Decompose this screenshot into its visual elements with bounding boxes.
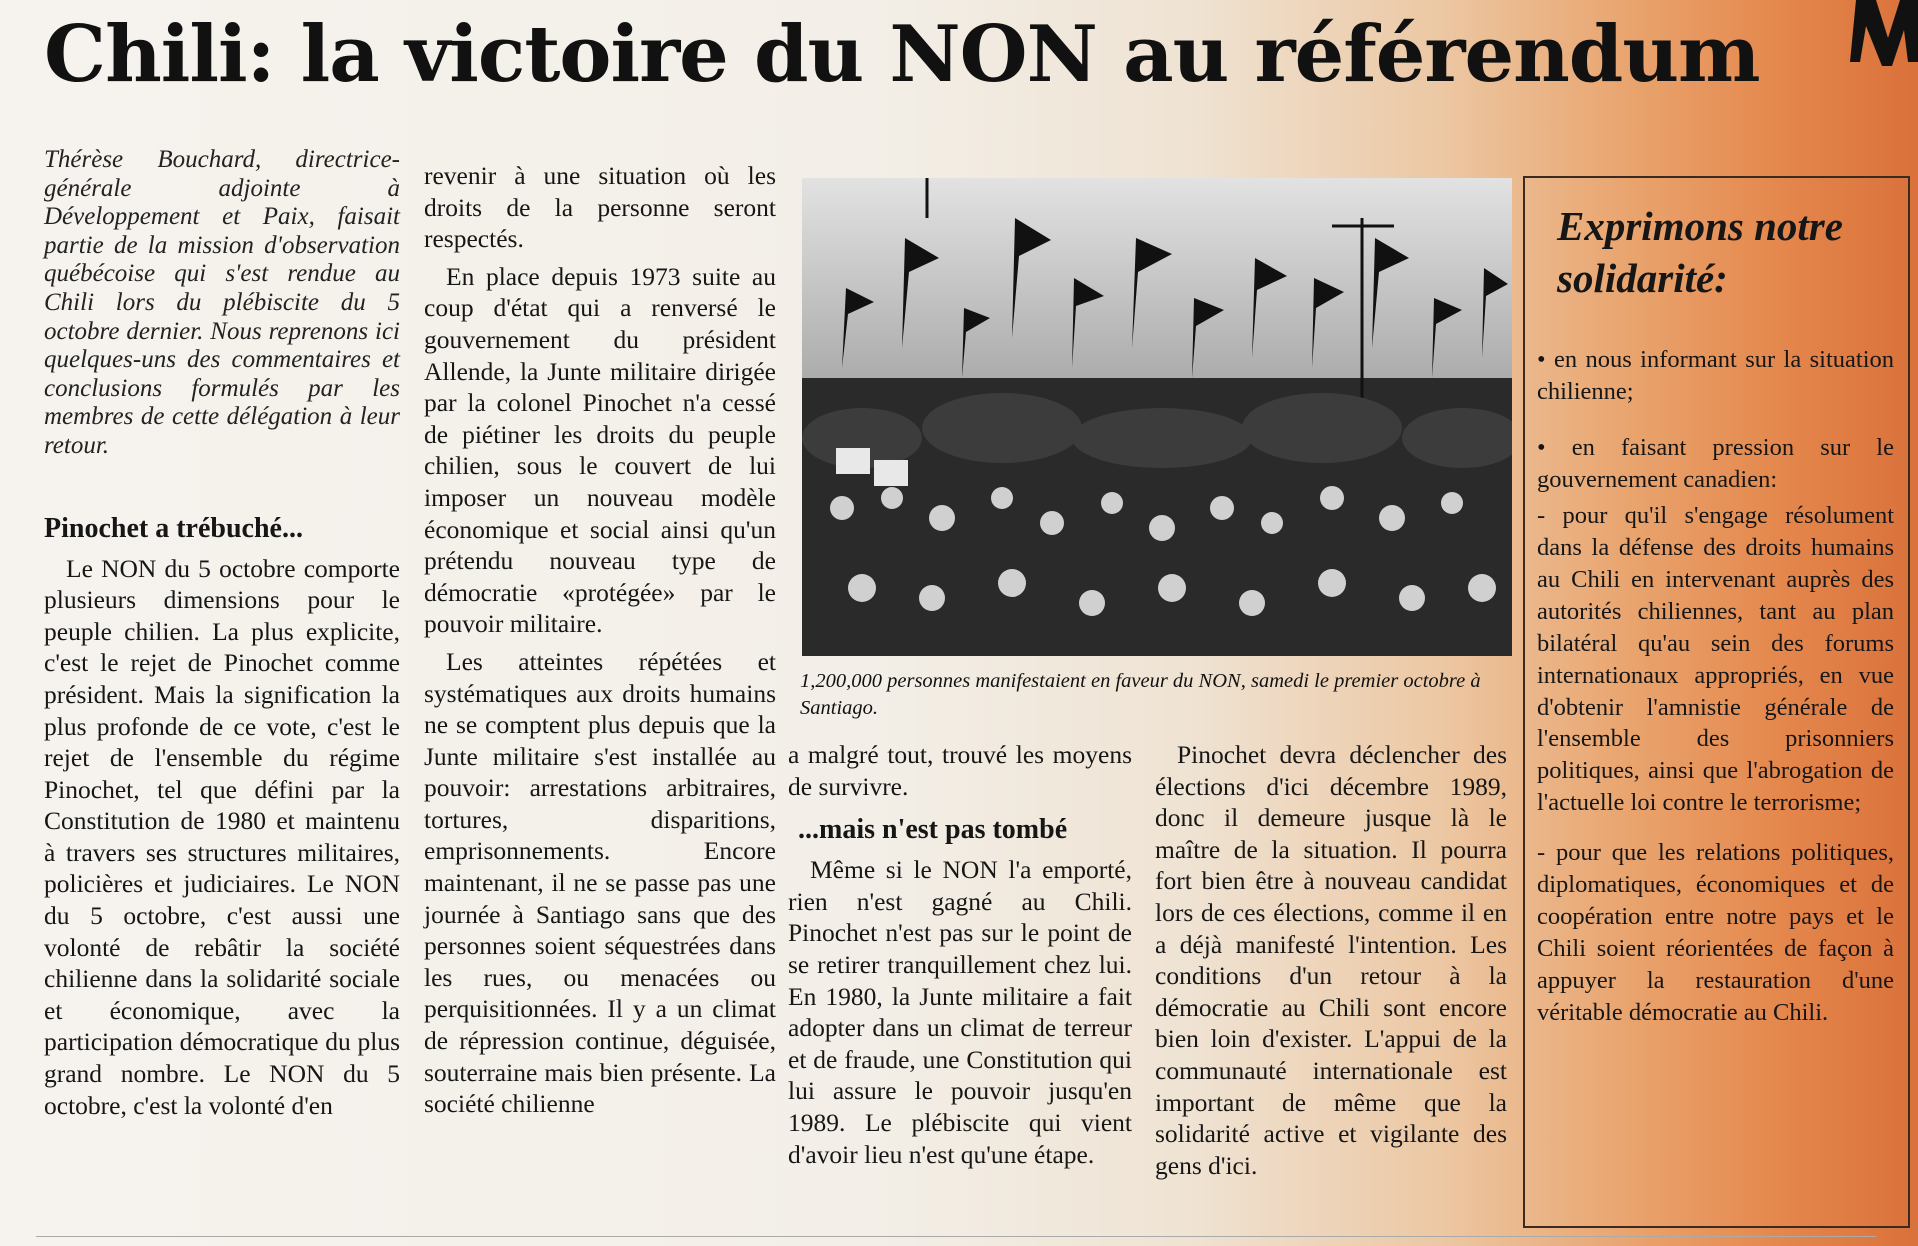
corner-logo-mark bbox=[1838, 0, 1918, 70]
article-paragraph: Pinochet devra déclencher des élections d'ici décembre 1989, donc il demeure jusque là le maître de la situation. Il pourra fort bien être à nouveau candidat lors de ces élections, comme il en a déjà manifesté l'intention. Les conditions d'un retour à la démocratie au Chili sont encore bien loin d'exister. L'appui de la communauté internationale est important de même que la solidarité active et vigilante des gens d'ici. bbox=[1155, 740, 1507, 1180]
bottom-rule bbox=[36, 1236, 1876, 1237]
box-item: - pour qu'il s'engage résolument dans la défense des droits humains au Chili en intervenant auprès des autorités chiliennes, tant au plan bilatéral qu'au sein des forums internationaux appropriés, en vue d'obtenir l'amnistie générale de l'ensemble des prisonniers politiques, ainsi que l'abrogation de l'actuelle loi contre le terrorisme; bbox=[1537, 502, 1894, 817]
solidarity-box bbox=[1523, 176, 1910, 1228]
headline: Chili: la victoire du NON au référendum bbox=[44, 9, 1760, 100]
section-heading-1: Pinochet a trébuché... bbox=[44, 512, 303, 544]
crowd-photo bbox=[802, 178, 1512, 656]
article-paragraph: En place depuis 1973 suite au coup d'état qui a renversé le gouvernement du président Allende, la Junte militaire dirigée par la colonel Pinochet n'a cessé de piétiner les droits du peuple chilien, sous le couvert de lui imposer un nouveau modèle économique et social ainsi qu'un prétendu nouveau type de démocratie «protégée» par le pouvoir militaire. bbox=[424, 261, 776, 639]
article-paragraph: revenir à une situation où les droits de la personne seront respectés. bbox=[424, 161, 776, 254]
box-item: • en faisant pression sur le gouvernement canadien: bbox=[1537, 434, 1894, 494]
intro-paragraph: Thérèse Bouchard, directrice-générale adjointe à Développement et Paix, faisait partie de la mission d'observation québécoise qui s'est rendue au Chili lors du plébiscite du 5 octobre dernier. Nous reprenons ici quelques-uns des commentaires et conclusions formulés par les membres de cette délégation à leur retour. bbox=[44, 146, 400, 459]
box-item: • en nous informant sur la situation chilienne; bbox=[1537, 346, 1894, 405]
box-title: Exprimons notre solidarité: bbox=[1557, 203, 1843, 301]
column-2 bbox=[424, 160, 776, 1126]
article-paragraph: a malgré tout, trouvé les moyens de survivre. bbox=[788, 740, 1132, 801]
article-paragraph: Même si le NON l'a emporté, rien n'est gagné au Chili. Pinochet n'est pas sur le point de se retirer tranquillement chez lui. En 1980, la Junte militaire a fait adopter dans un climat de terreur et de fraude, une Constitution qui lui assure le pouvoir jusqu'en 1989. Le plébiscite qui vient d'avoir lieu n'est qu'une étape. bbox=[788, 855, 1132, 1169]
article-paragraph: Le NON du 5 octobre comporte plusieurs dimensions pour le peuple chilien. La plus explicite, c'est le rejet de Pinochet comme président. Mais la signification la plus profonde de ce vote, c'est le rejet de l'ensemble du régime Pinochet, tel que défini par la Constitution de 1980 et maintenu à travers ses structures militaires, policières et judiciaires. Le NON du 5 octobre, c'est aussi une volonté de rebâtir la société chilienne dans la solidarité sociale et économique, avec la participation démocratique du plus grand nombre. Le NON du 5 octobre, c'est la volonté d'en bbox=[44, 553, 400, 1120]
column-4 bbox=[1155, 739, 1507, 1187]
article-paragraph: Les atteintes répétées et systématiques aux droits humains ne se comptent plus depuis que la Junte militaire s'est installée au pouvoir: arrestations arbitraires, tortures, disparitions, emprisonnements. Encore maintenant, il ne se passe pas une journée à Santiago sans que des personnes soient séquestrées dans les rues, ou menacées ou perquisitionnées. Il y a un climat de répression continue, déguisée, souterraine mais bien présente. La société chilienne bbox=[424, 646, 776, 1119]
column-1 bbox=[44, 146, 400, 1127]
box-item: - pour que les relations politiques, diplomatiques, économiques et de coopération entre notre pays et le Chili soient réorientées de façon à appuyer la restauration d'une véritable démocratie au Chili. bbox=[1537, 839, 1894, 1026]
column-3 bbox=[788, 739, 1132, 1176]
photo-caption: 1,200,000 personnes manifestaient en faveur du NON, samedi le premier octobre à Santiago. bbox=[800, 670, 1481, 719]
section-heading-2: ...mais n'est pas tombé bbox=[798, 814, 1068, 846]
